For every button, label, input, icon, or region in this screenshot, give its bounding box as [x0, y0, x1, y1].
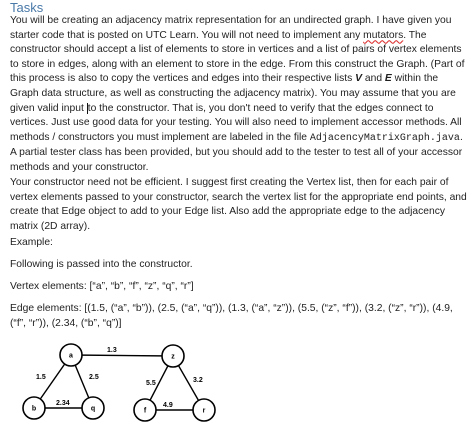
example-label: Example: [10, 237, 53, 248]
task-description-paragraph: You will be creating an adjacency matrix representation for an undirected graph. I have given you starter code that is posted on UTC Learn. You will not need to implement any mutators. The constructor should accept a list of elements to store in vertices and a list of pairs of vertex elements to store in edges, along with an element to store in the edge. From this construct the Graph. (Part of this process is also to copy the vertices and edges into their respective lists V and E within the Graph data structure, as well as constructing the adjacency matrix). You may assume that you are given valid input to the constructor. That is, you don't need to verify that the edges connect to vertices. Just use good data for your testing. You will also need to implement accessor methods. All methods / constructors you must implement are labeled in the file AdjacencyMatrixGraph.java. A partial tester class has been provided, but you should add to the tester to test all of your accessor methods and your constructor. [10, 15, 465, 173]
edge-a-z [71, 355, 173, 356]
text-cursor: t [87, 102, 91, 114]
node-a-label: a [69, 352, 73, 360]
node-q-label: q [90, 405, 96, 413]
section-heading: Tasks [10, 0, 44, 15]
following-line: Following is passed into the constructor. [10, 259, 193, 270]
misspelled-word: mutators [363, 29, 404, 41]
node-z-label: z [171, 353, 175, 361]
edge-label-b-q: 2.34 [56, 400, 70, 407]
edge-label-z-r: 3.2 [193, 377, 203, 384]
node-r-label: r [202, 407, 206, 415]
edge-elements-line: Edge elements: [(1.5, (“a”, “b”)), (2.5, (“a”, “q”)), (1.3, (“a”, “z”)), (5.5, (“z”, “f”)), (3.2, (“z”, “r”)), (4.9, (“f”, “r”)), (2.34, (“b”, “q”)] [10, 303, 453, 329]
filename-code: AdjacencyMatrixGraph.java [309, 132, 460, 144]
node-b-label: b [31, 405, 37, 413]
vertex-list-symbol: V [355, 73, 362, 85]
edge-label-a-b: 1.5 [36, 374, 46, 381]
efficiency-paragraph: Your constructor need not be efficient. I suggest first creating the Vertex list, then for each pair of vertex elements passed to your constructor, search the vertex list for the appropriate end points, and create that Edge object to add to your Edge list. Also add the appropriate edge to the adjacency matrix (2D array). [10, 177, 467, 232]
vertex-elements-line: Vertex elements: [“a”, “b”, “f”, “z”, “q”, “r”] [10, 281, 194, 292]
edge-label-f-r: 4.9 [163, 402, 173, 409]
edge-label-z-f: 5.5 [146, 380, 156, 387]
edge-label-a-q: 2.5 [89, 374, 99, 381]
node-f-label: f [143, 407, 147, 415]
graph-diagram [0, 330, 474, 424]
edge-label-a-z: 1.3 [107, 347, 117, 354]
edge-list-symbol: E [384, 73, 392, 85]
